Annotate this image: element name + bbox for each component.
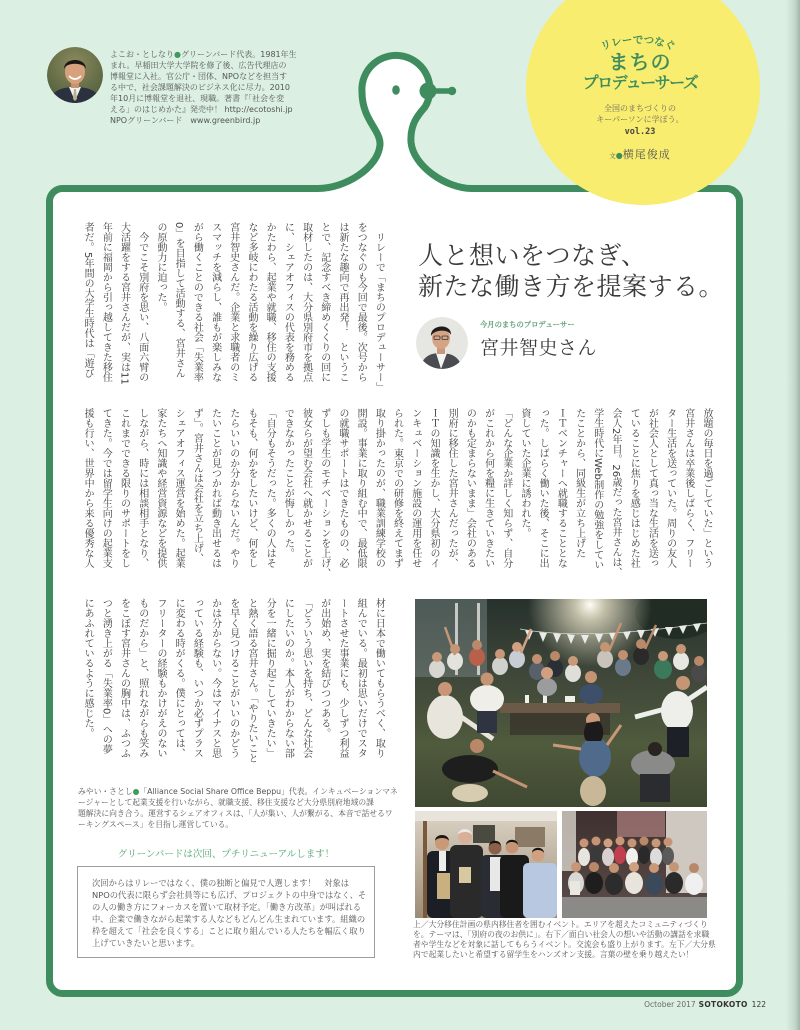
article-column: 放題の毎日を過ごしていた」という	[701, 408, 712, 568]
columnist-photo	[47, 47, 103, 103]
article-column: られた。東京での研修を終えてまず	[391, 408, 403, 568]
bio-line: 年10月に博報堂を退社、現職。著書『「社会を変	[110, 94, 285, 103]
article-column: ず」。宮井さんは会社を立ち上げ、	[191, 408, 203, 563]
article-text-row1	[78, 222, 387, 394]
article-column: 分を一緒に掘り起こしていきたい」	[264, 598, 276, 758]
article-column: てきた。今では留学生向けの起業支	[100, 408, 112, 568]
article-column: にしたいのか。本人がわからない部	[282, 598, 294, 758]
article-column: これまでできる限りのサポートをし	[118, 408, 130, 568]
article-column: もそも、何かをしたいけど、何をし	[245, 408, 257, 568]
series-title-line1: まちの	[608, 50, 672, 74]
notice-line: NPOの代表に限らず会社員等にも広げ、プロジェクトの中身ではなく、そ	[92, 890, 367, 900]
notice-box	[77, 866, 375, 958]
article-column: ＩＴの知識を生かし、大分県初のイ	[427, 408, 439, 568]
article-column: 今でこそ別府を思い、八面六臂の	[136, 222, 148, 382]
article-column: の就職サポートはできたものの、必	[336, 408, 348, 568]
article-column: 学生時代にWeb制作の勉強をしてい	[591, 408, 603, 570]
article-column: 大活躍をする宮井さんだが、実は11	[118, 222, 130, 385]
article-text-row2	[78, 408, 715, 580]
article-column: できなかったことが悔しかった。	[282, 408, 294, 558]
article-column: にあふれているように感じた。	[82, 598, 94, 738]
party-photo-image	[415, 599, 707, 807]
caption-line	[78, 786, 398, 797]
article-column: しながら、時には相談相手となり、	[136, 408, 148, 568]
article-column: 取材したのは、大分県別府市を拠点	[300, 222, 312, 382]
series-kicker-text: リレーでつなぐ	[599, 34, 677, 53]
article-column: スマッチを減らし、誰もが楽しみな	[209, 222, 221, 382]
article-column: に、シェアオフィスの代表を務める	[282, 222, 294, 382]
producer-photo	[416, 317, 468, 369]
bullet-icon: ●	[174, 50, 181, 59]
article-column: ものだから」と、照れながらも笑み	[136, 598, 148, 758]
series-title-line2: プロデューサーズ	[582, 73, 698, 92]
article-headline	[418, 240, 724, 302]
caption-line-text: 「Alliance Social Share Office Beppu」代表。インキュベーションマネ	[139, 787, 398, 796]
article-column: 援も行い、世界中から来る優秀な人	[82, 408, 94, 568]
article-column: 「自分もそうだった。多くの人はそ	[264, 408, 276, 568]
article-column: たことから、同級生が立ち上げた	[573, 408, 585, 558]
article-column: たいことが見つかれば動き出せるは	[209, 408, 221, 568]
students-photo-image	[415, 811, 557, 918]
producer-profile-caption	[78, 786, 398, 830]
producer-name: 宮井智史さん	[480, 337, 598, 359]
article-column: 家たちへ知識や経営資源などを提供	[154, 408, 166, 568]
series-volume: vol.23	[624, 127, 656, 137]
bullet-icon: ●	[132, 787, 140, 796]
bio-line-text: グリーンバード代表。1981年生	[180, 50, 297, 59]
magazine-name: SOTOKOTO	[698, 1000, 748, 1009]
bio-line: える」のはじめかた』発売中！ http://ecotoshi.jp	[110, 105, 293, 114]
article-column: 別府に移住した宮井さんだったが、	[446, 408, 458, 568]
article-column: 彼女らが望む会社へ就かせることが	[300, 408, 312, 568]
article-column: ＩＴベンチャーへ就職することとな	[555, 408, 567, 568]
photo-caption	[413, 920, 716, 960]
notice-line: 中、企業で働きながら起業する人などもどんどん生まれています。組織の	[92, 914, 366, 924]
article-column: ていることに焦りを感じはじめた社	[628, 408, 640, 568]
article-column: 0」を目指して活動する、宮井さん	[173, 222, 185, 379]
article-column: は新たな趣向で再出発！ というこ	[336, 222, 348, 382]
series-byline	[560, 148, 720, 163]
article-column: ずしも学生のモチベーションを上げ、	[318, 408, 330, 578]
article-text-row3	[78, 598, 387, 770]
page-footer	[560, 999, 766, 1011]
producer-label: 今月のまちのプロデューサー	[480, 320, 575, 329]
series-subtitle-line1: 全国のまちづくりの	[604, 104, 676, 113]
article-column: と熱く語る宮井さん。「やりたいこと	[245, 598, 257, 763]
bio-line: 博報堂に入社。官公庁・団体、NPOなどを担当す	[110, 72, 288, 81]
article-column: 者だ。5年間の大学生時代は「遊び	[82, 222, 94, 379]
article-column: 宮井智史さんだ。企業と求職者のミ	[227, 222, 239, 382]
article-column: シェアオフィス運営を始めた。起業	[173, 408, 185, 568]
article-column: 組んでいる。最初は思いだけでスタ	[355, 598, 367, 758]
article-column: ター生活を送っていた。周りの友人	[664, 408, 676, 568]
article-column: った。しばらく働いた後、そこに出	[537, 408, 549, 568]
article-column: ンキュベーション施設の運用を任せ	[409, 408, 421, 568]
article-column: の原動力に迫った。	[154, 222, 166, 312]
caption-line: 題解決に向き合う。運営するシェアオフィスは、「人が集い、人が繋がる、本音で話せるワ	[78, 809, 393, 818]
article-column: がこれから何を糧に生きていきたい	[482, 408, 494, 568]
event-photo-bottom-left	[415, 811, 557, 918]
article-column: かは分からない。今はマイナスと思	[209, 598, 221, 758]
producer-avatar	[416, 317, 468, 369]
producer-name-kana: みやい・さとし	[78, 787, 133, 796]
article-column: とで、記念すべき締めくくりの回に	[318, 222, 330, 382]
photo-caption-line: を。テーマは、「別府の夜のお供に」。右下／面白い社会人の想いや活動の講話を求職	[413, 930, 710, 939]
byline-author: 横尾俊成	[622, 148, 671, 161]
article-column: 年前に福岡から引っ越してきた移住	[100, 222, 112, 382]
article-column: 材に日本で働いてもらうべく、取り	[373, 598, 385, 758]
notice-line: 上げていきたいと思います。	[92, 938, 200, 948]
article-column: のかも定まらないまま」会社のある	[464, 408, 476, 568]
columnist-bio	[110, 49, 297, 126]
article-column: 「どういう思いを持ち、どんな社会	[300, 598, 312, 758]
page-number: 122	[751, 1000, 766, 1009]
byline-bullet-icon: ●	[615, 151, 623, 160]
article-column: かたわら、起業や就職、移住の支援	[264, 222, 276, 382]
headline-line2: 新たな働き方を提案する。	[418, 272, 725, 301]
article-column: 資していた企業に誘われた。	[518, 408, 530, 538]
notice-line: 次回からはリレーではなく、僕の独断と偏見で人選します！ 対象は	[92, 878, 350, 888]
article-column: 「どんな企業か詳しく知らず、自分	[500, 408, 512, 568]
photo-caption-line: 上／大分移住計画の県内移住者を囲むイベント。エリアを超えたコミュニティづくり	[413, 920, 708, 929]
article-column: ートさせた事業にも、少しずつ利益	[336, 598, 348, 758]
bio-line	[110, 49, 297, 60]
event-photo-bottom-right	[562, 811, 707, 918]
caption-line: ージャーとして起業支援を行いながら、就職支援、移住支援など大分県別府地域の課	[78, 798, 374, 807]
article-column: 宮井さんは卒業後しばらく、フリー	[682, 408, 694, 568]
notice-line: の人の働き方にフォーカスを置いて取材予定。「働き方改革」が叫ばれる	[92, 902, 362, 912]
article-column: をこぼす宮井さんの胸中は、ふつふ	[118, 598, 130, 758]
notice-title: グリーンバードは次回、プチリニューアルします！	[117, 849, 335, 860]
article-column: たらいいのか分からないんだ。やり	[227, 408, 239, 568]
bio-line: まれ。早稲田大学大学院を修了後、広告代理店の	[110, 61, 287, 70]
article-column: など多岐にわたる活動を繰り広げる	[245, 222, 257, 382]
bio-line: NPOグリーンバード www.greenbird.jp	[110, 116, 261, 125]
columnist-name: よこお・としなり	[110, 50, 174, 59]
columnist-avatar	[47, 47, 103, 103]
article-column: 会人2年目。26歳だった宮井さんは、	[609, 408, 621, 578]
article-column: に変わる時がくる。僕にとっては、	[173, 598, 185, 758]
headline-line1: 人と想いをつなぎ、	[418, 241, 647, 270]
byline-prefix: 文	[609, 152, 616, 160]
seminar-photo-image	[562, 811, 707, 918]
article-column: をつなぐのも今回で最後。次号から	[355, 222, 367, 382]
article-column: 取り掛かったのが、職業訓練学校の	[373, 408, 385, 568]
caption-line: ーキングスペース」を目指し運営している。	[78, 820, 234, 829]
article-column: を早く見つけることがいいのかどう	[227, 598, 239, 758]
bio-line: る中で、社会課題解決のビジネス化に尽力。2010	[110, 83, 290, 92]
article-column: が出始め、実を結びつつある。	[318, 598, 330, 738]
notice-line: 枠を超えて「社会を良くする」ことに取り組んでいる人たちを幅広く取り	[92, 926, 366, 936]
article-column: つと湧き上がる「失業率0」への夢	[100, 598, 112, 755]
series-subtitle-line2: キーパーソンに学ぼう。	[596, 115, 684, 124]
article-column: フリーターの経験もかけがえのない	[154, 598, 166, 758]
series-subtitle	[560, 103, 720, 125]
event-photo-main	[415, 599, 707, 807]
article-column: が社会人として真っ当な生活を送っ	[646, 408, 658, 568]
article-column: がら働くことのできる社会「失業率	[191, 222, 203, 382]
issue-date: October 2017	[644, 1000, 696, 1009]
photo-caption-line: 内で起業したいと希望する留学生をハンズオン支援。言葉の壁を乗り越えたい！	[413, 950, 694, 959]
article-column: っている経験も、いつか必ずプラス	[191, 598, 203, 758]
photo-caption-line: 者や学生などを対象に話してもらうイベント。交流会も盛り上がります。左下／大分県	[413, 940, 716, 949]
article-column: リレーで「まちのプロデューサー」	[373, 222, 385, 392]
article-column: 開設。事業に取り組む中で、最低限	[355, 408, 367, 568]
